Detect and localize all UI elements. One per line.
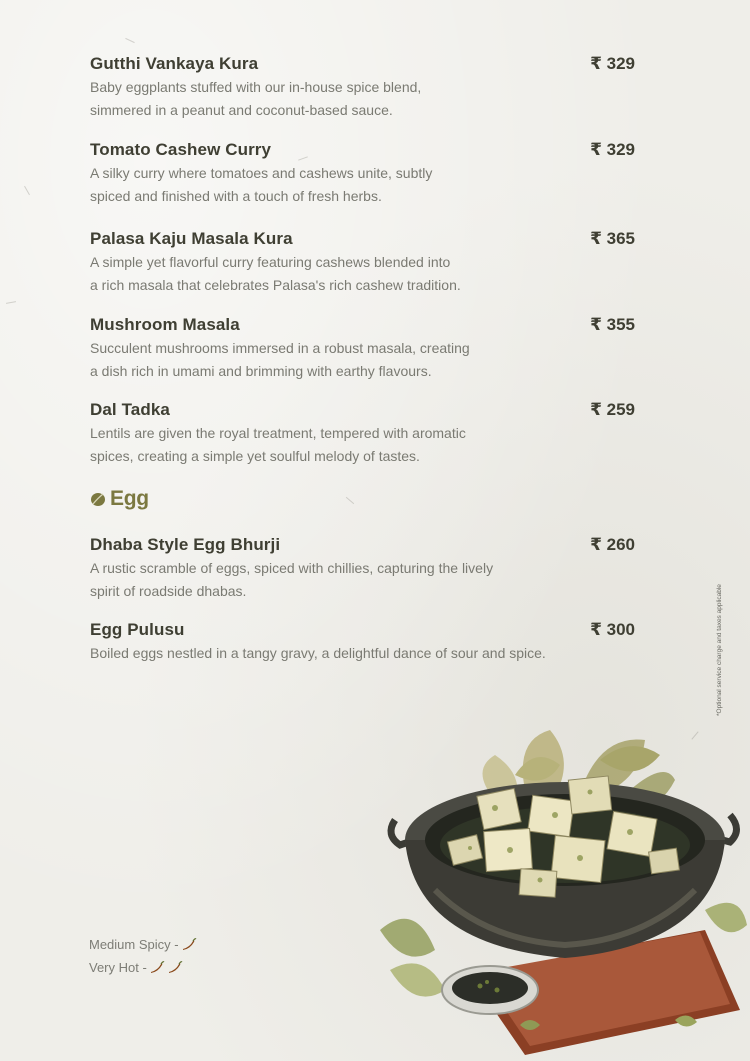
menu-item bbox=[90, 54, 635, 122]
service-charge-note: *Optional service charge and taxes applicable bbox=[716, 584, 723, 717]
item-name: Dhaba Style Egg Bhurji bbox=[90, 535, 281, 554]
desc-line: a rich masala that celebrates Palasa's rich cashew tradition. bbox=[90, 277, 461, 293]
desc-line: A simple yet flavorful curry featuring cashews blended into bbox=[90, 254, 451, 270]
item-description bbox=[90, 337, 590, 383]
item-price: ₹ 259 bbox=[590, 400, 635, 419]
desc-line: A silky curry where tomatoes and cashews unite, subtly bbox=[90, 165, 433, 181]
item-description bbox=[90, 422, 590, 468]
leaf-icon bbox=[90, 491, 106, 507]
legend-label: Medium Spicy - bbox=[89, 937, 179, 952]
paneer-kadai-illustration bbox=[375, 720, 750, 1061]
chili-icon bbox=[181, 938, 197, 952]
desc-line: a dish rich in umami and brimming with earthy flavours. bbox=[90, 363, 432, 379]
desc-line: spiced and finished with a touch of fresh herbs. bbox=[90, 188, 382, 204]
desc-line: spirit of roadside dhabas. bbox=[90, 583, 247, 599]
item-name: Gutthi Vankaya Kura bbox=[90, 54, 259, 73]
menu-item bbox=[90, 229, 635, 297]
item-description bbox=[90, 76, 590, 122]
menu-item bbox=[90, 315, 635, 383]
legend-label: Very Hot - bbox=[89, 960, 147, 975]
desc-line: Succulent mushrooms immersed in a robust masala, creating bbox=[90, 340, 470, 356]
desc-line: Lentils are given the royal treatment, tempered with aromatic bbox=[90, 425, 466, 441]
item-name: Mushroom Masala bbox=[90, 315, 240, 334]
item-name: Palasa Kaju Masala Kura bbox=[90, 229, 293, 248]
menu-item bbox=[90, 535, 635, 603]
desc-line: spices, creating a simple yet soulful melody of tastes. bbox=[90, 448, 420, 464]
item-name: Dal Tadka bbox=[90, 400, 170, 419]
menu-item bbox=[90, 140, 635, 208]
spice-legend bbox=[89, 933, 197, 979]
item-price: ₹ 365 bbox=[590, 229, 635, 248]
menu-item bbox=[90, 620, 635, 665]
desc-line: Boiled eggs nestled in a tangy gravy, a delightful dance of sour and spice. bbox=[90, 645, 546, 661]
item-name: Tomato Cashew Curry bbox=[90, 140, 272, 159]
item-price: ₹ 329 bbox=[590, 54, 635, 73]
legend-medium bbox=[89, 933, 197, 956]
desc-line: Baby eggplants stuffed with our in-house spice blend, bbox=[90, 79, 422, 95]
legend-hot bbox=[89, 956, 197, 979]
item-price: ₹ 329 bbox=[590, 140, 635, 159]
chili-icon bbox=[149, 961, 165, 975]
section-title: Egg bbox=[110, 487, 149, 510]
chili-icon bbox=[167, 961, 183, 975]
item-description bbox=[90, 557, 590, 603]
menu-item bbox=[90, 400, 635, 468]
desc-line: simmered in a peanut and coconut-based sauce. bbox=[90, 102, 393, 118]
section-heading-egg bbox=[90, 486, 149, 512]
item-description bbox=[90, 251, 590, 297]
item-price: ₹ 300 bbox=[590, 620, 635, 639]
item-description bbox=[90, 642, 635, 665]
item-price: ₹ 260 bbox=[590, 535, 635, 554]
item-name: Egg Pulusu bbox=[90, 620, 185, 639]
item-price: ₹ 355 bbox=[590, 315, 635, 334]
desc-line: A rustic scramble of eggs, spiced with chillies, capturing the lively bbox=[90, 560, 494, 576]
item-description bbox=[90, 162, 590, 208]
